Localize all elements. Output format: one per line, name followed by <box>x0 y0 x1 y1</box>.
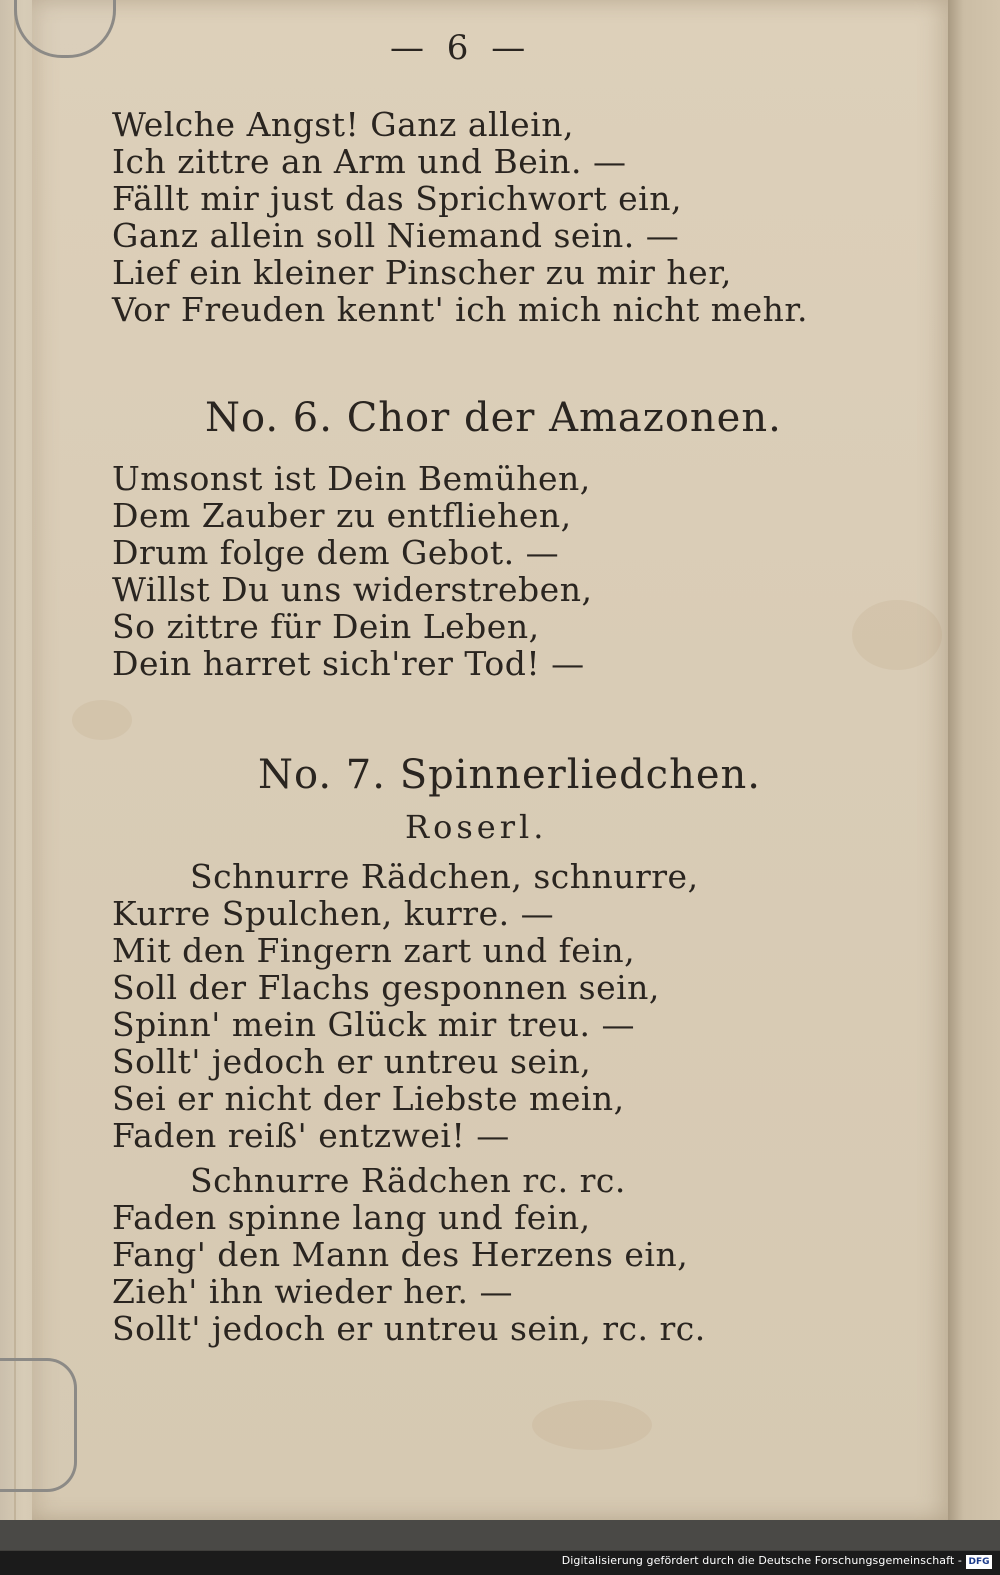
verse-line: Fällt mir just das Sprichwort ein, <box>112 179 682 218</box>
song-stanza-b <box>112 1162 706 1347</box>
verse-line: Drum folge dem Gebot. — <box>112 533 560 572</box>
page-number: — 6 — <box>390 28 532 68</box>
verse-line: So zittre für Dein Leben, <box>112 607 540 646</box>
funding-credit: Digitalisierung gefördert durch die Deutsche Forschungsgemeinschaft - <box>561 1554 962 1567</box>
verse-line: Mit den Fingern zart und fein, <box>112 931 636 970</box>
verse-line: Soll der Flachs gesponnen sein, <box>112 968 660 1007</box>
verse-line: Schnurre Rädchen rc. rc. <box>190 1161 626 1200</box>
verse-line: Faden spinne lang und fein, <box>112 1198 591 1237</box>
verse-line: Dein harret sich'rer Tod! — <box>112 644 585 683</box>
chorus-text <box>112 460 592 682</box>
verse-line: Kurre Spulchen, kurre. — <box>112 894 555 933</box>
verse-line: Ich zittre an Arm und Bein. — <box>112 142 627 181</box>
verse-line: Dem Zauber zu entfliehen, <box>112 496 572 535</box>
dfg-logo: DFG <box>966 1555 992 1569</box>
verse-line: Zieh' ihn wieder her. — <box>112 1272 514 1311</box>
section-heading-7: No. 7. Spinnerliedchen. <box>258 752 761 798</box>
verse-line: Fang' den Mann des Herzens ein, <box>112 1235 689 1274</box>
verse-line: Lief ein kleiner Pinscher zu mir her, <box>112 253 732 292</box>
verse-line: Sei er nicht der Liebste mein, <box>112 1079 625 1118</box>
stanza-continued <box>112 106 808 328</box>
verse-line: Spinn' mein Glück mir treu. — <box>112 1005 636 1044</box>
song-stanza-a <box>112 858 699 1154</box>
page-bottom-edge <box>0 1520 1000 1550</box>
verse-line: Umsonst ist Dein Bemühen, <box>112 459 591 498</box>
verse-line: Sollt' jedoch er untreu sein, <box>112 1042 592 1081</box>
adjacent-page-edge <box>948 0 1000 1520</box>
verse-line: Faden reiß' entzwei! — <box>112 1116 510 1155</box>
verse-line: Ganz allein soll Niemand sein. — <box>112 216 680 255</box>
verse-line: Welche Angst! Ganz allein, <box>112 105 574 144</box>
verse-line: Schnurre Rädchen, schnurre, <box>190 857 699 896</box>
section-heading-6: No. 6. Chor der Amazonen. <box>205 395 782 441</box>
verse-line: Willst Du uns widerstreben, <box>112 570 593 609</box>
verse-line: Vor Freuden kennt' ich mich nicht mehr. <box>112 290 808 329</box>
page-clip-left <box>0 1358 77 1492</box>
speaker-name: Roserl. <box>405 808 548 846</box>
verse-line: Sollt' jedoch er untreu sein, rc. rc. <box>112 1309 706 1348</box>
